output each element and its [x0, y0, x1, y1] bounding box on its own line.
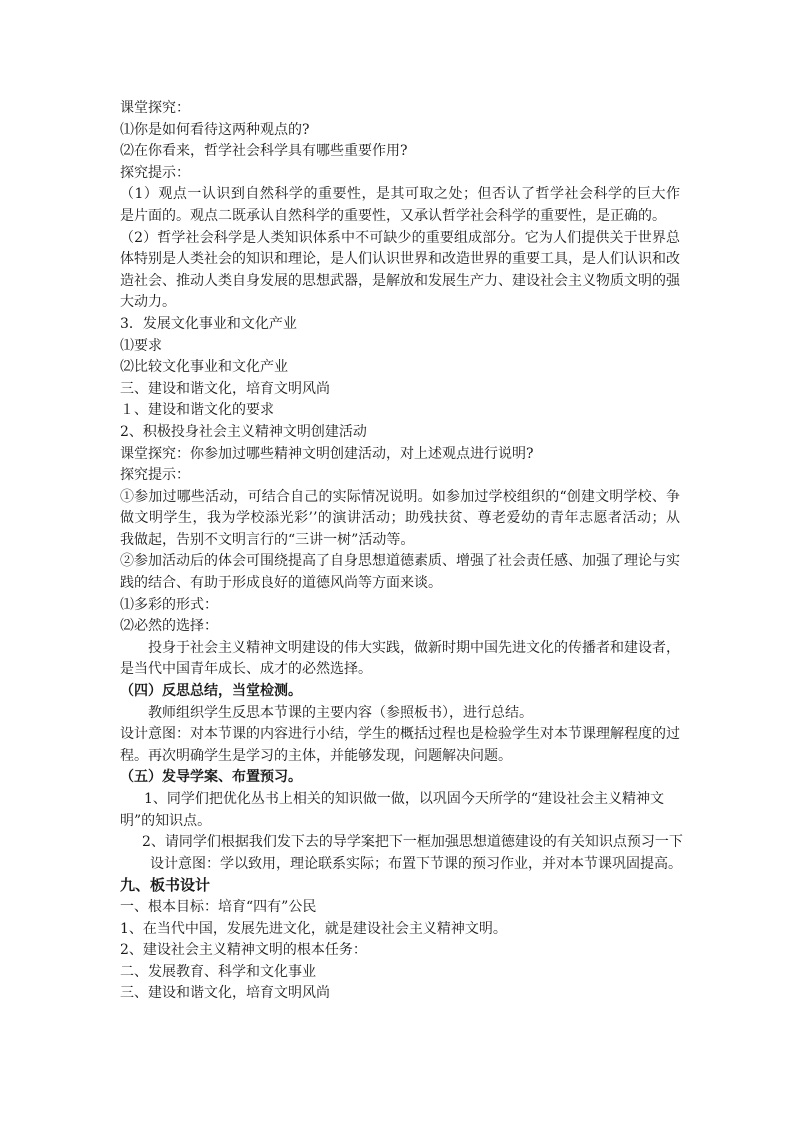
text-line: 体特别是人类社会的知识和理论，是人们认识世界和改造世界的重要工具，是人们认识和改 [120, 251, 680, 268]
text-line: 践的结合、有助于形成良好的道德风尚等方面来谈。 [120, 575, 442, 592]
text-line: 2、请同学们根据我们发下去的导学案把下一框加强思想道德建设的有关知识点预习一下 [142, 834, 683, 851]
section-heading: （五）发导学案、布置预习。 [120, 769, 302, 786]
text-line: 二、发展教育、科学和文化事业 [120, 963, 316, 980]
text-line: 是当代中国青年成长、成才的必然选择。 [120, 661, 372, 678]
text-line: 课堂探究：你参加过哪些精神文明创建活动，对上述观点进行说明? [120, 445, 534, 462]
text-line: 我做起，告别不文明言行的“三讲一树”活动等。 [120, 531, 415, 548]
section-heading: 九、板书设计 [120, 876, 211, 895]
document-body [120, 98, 683, 1005]
text-line: 一、根本目标：培育“四有”公民 [120, 898, 317, 915]
text-line: 大动力。 [120, 294, 176, 311]
text-line: 是片面的。观点二既承认自然科学的重要性，又承认哲学社会科学的重要性，是正确的。 [120, 207, 666, 224]
text-line: 设计意图：学以致用，理论联系实际；布置下节课的预习作业，并对本节课巩固提高。 [150, 855, 682, 872]
text-line: 投身于社会主义精神文明建设的伟大实践，做新时期中国先进文化的传播者和建设者， [148, 639, 680, 656]
text-line: 明”的知识点。 [120, 812, 212, 829]
text-line: ⑴要求 [120, 337, 162, 354]
section-heading: （四）反思总结，当堂检测。 [120, 683, 302, 700]
text-line: 三、建设和谐文化，培育文明风尚 [120, 985, 330, 1002]
text-line: ①参加过哪些活动，可结合自己的实际情况说明。如参加过学校组织的“创建文明学校、争 [120, 488, 680, 505]
text-line: 1、在当代中国，发展先进文化，就是建设社会主义精神文明。 [120, 920, 507, 937]
text-line: 2、建设社会主义精神文明的根本任务： [120, 942, 367, 959]
text-line: 探究提示： [120, 164, 190, 181]
text-line: （1）观点一认识到自然科学的重要性，是其可取之处；但否认了哲学社会科学的巨大作 [120, 186, 680, 203]
text-line: ⑵在你看来，哲学社会科学具有哪些重要作用? [120, 143, 408, 160]
text-line: １、建设和谐文化的要求 [120, 402, 274, 419]
text-line: 探究提示： [120, 467, 190, 484]
text-line: 3．发展文化事业和文化产业 [120, 315, 297, 332]
text-line: ⑵必然的选择： [120, 618, 218, 635]
text-line: 设计意图：对本节课的内容进行小结，学生的概括过程也是检验学生对本节课理解程度的过 [120, 726, 680, 743]
text-line: 三、建设和谐文化，培育文明风尚 [120, 380, 330, 397]
text-line: ⑵比较文化事业和文化产业 [120, 359, 288, 376]
text-line: （2）哲学社会科学是人类知识体系中不可缺少的重要组成部分。它为人们提供关于世界总 [120, 229, 680, 246]
text-line: ⑴你是如何看待这两种观点的? [120, 121, 310, 138]
text-line: 1、同学们把优化丛书上相关的知识做一做，以巩固今天所学的“建设社会主义精神文 [144, 791, 665, 807]
text-line: ②参加活动后的体会可围绕提高了自身思想道德素质、增强了社会责任感、加强了理论与实 [120, 553, 680, 570]
text-line: 做文明学生，我为学校添光彩’’的演讲活动；助残扶贫、尊老爱幼的青年志愿者活动；从 [120, 510, 680, 527]
text-line: 2、积极投身社会主义精神文明创建活动 [120, 423, 367, 440]
text-line: 造社会、推动人类自身发展的思想武器，是解放和发展生产力、建设社会主义物质文明的强 [120, 272, 680, 289]
text-line: 程。再次明确学生是学习的主体，并能够发现，问题解决问题。 [120, 747, 512, 764]
text-line: 教师组织学生反思本节课的主要内容（参照板书），进行总结。 [148, 704, 533, 721]
text-line: ⑴多彩的形式： [120, 596, 218, 613]
text-line: 课堂探究： [120, 100, 190, 116]
